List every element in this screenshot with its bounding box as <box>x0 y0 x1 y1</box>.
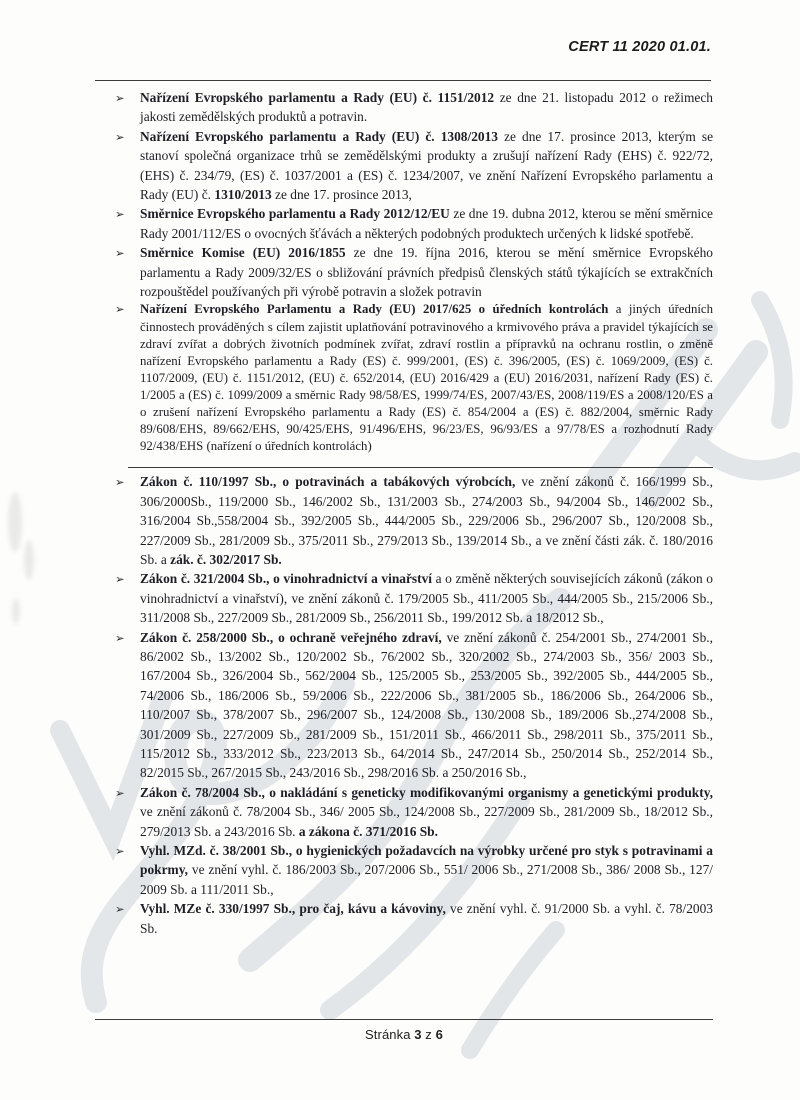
arrow-bullet-icon: ➢ <box>115 475 125 490</box>
item-text: Zákon č. 258/2000 Sb., o ochraně veřejného zdraví, ve znění zákonů č. 254/2001 Sb., 274/2001 Sb., 86/2002 Sb., 13/2002 Sb., 120/2002 Sb., 76/2002 Sb., 320/2002 Sb., 274/2003 Sb., 356/ 2003 Sb., 167/2004 Sb., 326/2004 Sb., 562/2004 Sb., 125/2005 Sb., 253/2005 Sb., 392/2005 Sb., 444/2005 Sb., 74/2006 Sb., 186/2006 Sb., 59/2006 Sb., 222/2006 Sb., 381/2005 Sb., 186/2006 Sb., 264/2006 Sb., 110/2007 Sb., 378/2007 Sb., 296/2007 Sb., 124/2008 Sb., 130/2008 Sb., 189/2006 Sb.,274/2008 Sb., 301/2009 Sb., 227/2009 Sb., 281/2009 Sb., 151/2011 Sb., 466/2011 Sb., 298/2011 Sb., 375/2011 Sb., 115/2012 Sb., 333/2012 Sb., 223/2013 Sb., 64/2014 Sb., 247/2014 Sb., 250/2014 Sb., 252/2014 Sb., 82/2015 Sb., 267/2015 Sb., 243/2016 Sb., 298/2016 Sb. a 250/2016 Sb., <box>140 629 713 781</box>
legal-item <box>95 127 713 205</box>
item-text: Nařízení Evropského Parlamentu a Rady (EU) 2017/625 o úředních kontrolách a jiných úředních činnostech prováděných s cílem zajistit uplatňování potravinového a krmivového práva a pravidel týkajících se zdraví zvířat a dobrých životních podmínek zvířat, zdraví rostlin a přípravků na ochranu rostlin, o změně nařízení Evropského parlamentu a Rady (ES) č. 999/2001, (ES) č. 396/2005, (ES) č. 1069/2009, (ES) č. 1107/2009, (EU) č. 1151/2012, (EU) č. 652/2014, (EU) 2016/429 a (EU) 2016/2031, nařízení Rady (ES) č. 1/2005 a (ES) č. 1099/2009 a směrnic Rady 98/58/ES, 1999/74/ES, 2007/43/ES, 2008/119/ES a 2008/120/ES a o zrušení nařízení Evropského parlamentu a Rady (ES) č. 854/2004 a (ES) č. 882/2004, směrnic Rady 89/608/EHS, 89/662/EHS, 90/425/EHS, 91/496/EHS, 96/23/ES, 96/93/ES a 97/78/ES a rozhodnutí Rady 92/438/EHS (nařízení o úředních kontrolách) <box>140 302 713 454</box>
legal-item <box>95 899 713 938</box>
arrow-bullet-icon: ➢ <box>115 902 125 917</box>
item-text: Zákon č. 78/2004 Sb., o nakládání s geneticky modifikovanými organismy a genetickými produkty, ve znění zákonů č. 78/2004 Sb., 346/ 2005 Sb., 124/2008 Sb., 227/2009 Sb., 281/2009 Sb., 18/2012 Sb., 279/2013 Sb. a 243/2016 Sb. a zákona č. 371/2016 Sb. <box>140 784 713 839</box>
arrow-bullet-icon: ➢ <box>115 246 125 261</box>
legal-item <box>95 472 713 569</box>
page-footer <box>95 1027 713 1042</box>
eu-regulations-list <box>95 88 713 455</box>
item-text: Směrnice Komise (EU) 2016/1855 ze dne 19. října 2016, kterou se mění směrnice Evropského parlamentu a Rady 2009/32/ES o sbližování právních předpisů členských států týkajících se extrakčních rozpouštědel používaných při výrobě potravin a složek potravin <box>140 245 713 300</box>
legal-item <box>95 569 713 627</box>
arrow-bullet-icon: ➢ <box>115 129 125 144</box>
document-header-tag: CERT 11 2020 01.01. <box>568 39 711 55</box>
item-text: Zákon č. 110/1997 Sb., o potravinách a tabákových výrobcích, ve znění zákonů č. 166/1999 Sb., 306/2000Sb., 119/2000 Sb., 146/2002 Sb., 131/2003 Sb., 274/2003 Sb., 94/2004 Sb., 146/2002 Sb., 316/2004 Sb.,558/2004 Sb., 392/2005 Sb., 444/2005 Sb., 229/2006 Sb., 296/2007 Sb., 120/2008 Sb., 227/2009 Sb., 281/2009 Sb., 375/2011 Sb., 279/2013 Sb., 139/2014 Sb., a ve znění části zák. č. 180/2016 Sb. a zák. č. 302/2017 Sb. <box>140 474 713 567</box>
arrow-bullet-icon: ➢ <box>115 785 125 800</box>
footer-of-word: z <box>421 1027 436 1042</box>
item-text: Vyhl. MZd. č. 38/2001 Sb., o hygienických požadavcích na výrobky určené pro styk s potravinami a pokrmy, ve znění vyhl. č. 186/2003 Sb., 207/2006 Sb., 551/ 2006 Sb., 271/2008 Sb., 386/ 2008 Sb., 127/ 2009 Sb. a 111/2011 Sb., <box>140 843 713 897</box>
legal-item <box>95 243 713 301</box>
header-rule <box>95 80 711 81</box>
document-body <box>95 88 713 938</box>
legal-item <box>95 783 713 841</box>
footer-page-number: 3 <box>414 1027 422 1042</box>
arrow-bullet-icon: ➢ <box>115 572 125 587</box>
national-laws-list <box>95 472 713 938</box>
section-divider-rule <box>128 467 713 468</box>
legal-item <box>95 301 713 455</box>
scan-smudge <box>24 540 34 580</box>
arrow-bullet-icon: ➢ <box>115 630 125 645</box>
item-text: Nařízení Evropského parlamentu a Rady (EU) č. 1308/2013 ze dne 17. prosince 2013, kterým se stanoví společná organizace trhů se zemědělskými produkty a zrušují nařízení Rady (EHS) č. 922/72, (EHS) č. 234/79, (ES) č. 1037/2001 a (ES) č. 1234/2007, ve znění Nařízení Evropského parlamentu a Rady (EU) č. 1310/2013 ze dne 17. prosince 2013, <box>140 128 714 203</box>
scan-smudge <box>12 598 20 624</box>
scan-smudge <box>8 492 22 552</box>
arrow-bullet-icon: ➢ <box>115 302 125 317</box>
item-text: Nařízení Evropského parlamentu a Rady (EU) č. 1151/2012 ze dne 21. listopadu 2012 o režimech jakosti zemědělských produktů a potravin. <box>140 90 713 125</box>
item-text: Vyhl. MZe č. 330/1997 Sb., pro čaj, kávu a kávoviny, ve znění vyhl. č. 91/2000 Sb. a vyhl. č. 78/2003 Sb. <box>140 901 713 936</box>
legal-item <box>95 88 713 127</box>
footer-rule <box>95 1019 713 1020</box>
footer-total-pages: 6 <box>435 1027 443 1042</box>
item-text: Zákon č. 321/2004 Sb., o vinohradnictví a vinařství a o změně některých souvisejících zákonů (zákon o vinohradnictví a vinařství), ve znění zákonů č. 179/2005 Sb., 411/2005 Sb., 444/2005 Sb., 215/2006 Sb., 311/2008 Sb., 227/2009 Sb., 281/2009 Sb., 256/2011 Sb., 199/2012 Sb. a 18/2012 Sb., <box>140 571 713 626</box>
footer-prefix: Stránka <box>365 1027 415 1042</box>
legal-item <box>95 204 713 243</box>
arrow-bullet-icon: ➢ <box>115 844 125 859</box>
item-text: Směrnice Evropského parlamentu a Rady 2012/12/EU ze dne 19. dubna 2012, kterou se mění směrnice Rady 2001/112/ES o ovocných šťávách a některých podobných produktech určených k lidské spotřebě. <box>140 206 713 241</box>
legal-item <box>95 628 713 783</box>
arrow-bullet-icon: ➢ <box>115 207 125 222</box>
legal-item <box>95 841 713 899</box>
arrow-bullet-icon: ➢ <box>115 91 125 105</box>
